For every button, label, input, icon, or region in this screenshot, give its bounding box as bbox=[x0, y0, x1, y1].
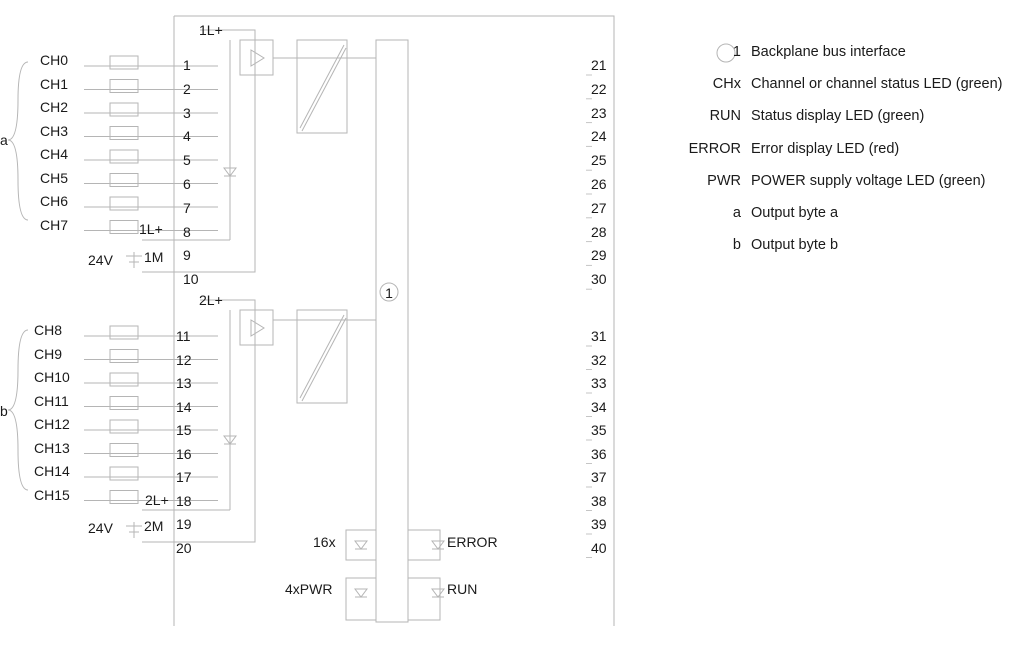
terminal-number: 23 bbox=[591, 104, 607, 121]
voltage-24v-top: 24V bbox=[88, 252, 113, 268]
channel-label: CH14 bbox=[34, 463, 70, 479]
legend-key: CHx bbox=[712, 76, 741, 93]
terminal-number: 16 bbox=[176, 445, 192, 462]
supply-1l-plus-pin8-label: 1L+ bbox=[139, 221, 163, 237]
terminal-number: 25 bbox=[591, 152, 607, 169]
terminal-number: 17 bbox=[176, 469, 192, 485]
terminal-number: 7 bbox=[183, 199, 191, 216]
terminal-number: 34 bbox=[591, 398, 607, 415]
byte-a-label: a bbox=[0, 132, 8, 148]
terminal-number: 39 bbox=[591, 516, 607, 532]
ground-2m-label: 2M bbox=[144, 518, 164, 534]
terminal-number: 4 bbox=[183, 128, 191, 145]
supply-1l-plus-label: 1L+ bbox=[199, 22, 223, 38]
channel-label: CH1 bbox=[40, 75, 69, 92]
led-run-label: RUN bbox=[447, 581, 478, 597]
terminal-number: 12 bbox=[176, 351, 192, 368]
legend-key: ERROR bbox=[688, 140, 741, 157]
terminal-number: 21 bbox=[591, 57, 607, 73]
terminal-number: 6 bbox=[183, 176, 191, 192]
terminal-number: 35 bbox=[591, 422, 607, 438]
legend-key: a bbox=[732, 205, 741, 221]
channel-label: CH8 bbox=[34, 322, 63, 338]
legend-description: Status display LED (green) bbox=[751, 108, 925, 125]
channel-label: CH2 bbox=[40, 99, 69, 115]
terminal-number: 32 bbox=[591, 351, 607, 368]
terminal-number: 22 bbox=[591, 80, 607, 97]
terminal-number: 26 bbox=[591, 176, 607, 192]
backplane-bus-marker: 1 bbox=[385, 285, 393, 301]
terminal-number: 8 bbox=[183, 223, 191, 240]
legend-description: POWER supply voltage LED (green) bbox=[751, 172, 986, 189]
channel-label: CH15 bbox=[34, 486, 70, 503]
legend-description: Error display LED (red) bbox=[751, 140, 900, 157]
channel-label: CH4 bbox=[40, 146, 69, 162]
led-16x-label: 16x bbox=[313, 534, 336, 550]
channel-label: CH12 bbox=[34, 416, 70, 432]
terminal-number: 20 bbox=[176, 539, 192, 556]
terminal-number: 18 bbox=[176, 492, 192, 509]
legend-description: Channel or channel status LED (green) bbox=[751, 76, 1003, 93]
channel-label: CH11 bbox=[34, 392, 69, 409]
terminal-number: 29 bbox=[591, 247, 607, 264]
terminal-number: 9 bbox=[183, 247, 191, 264]
channel-label: CH5 bbox=[40, 169, 69, 186]
supply-2l-plus-pin18-label: 2L+ bbox=[145, 492, 169, 508]
led-4xpwr-label: 4xPWR bbox=[285, 581, 333, 597]
byte-b-label: b bbox=[0, 403, 8, 419]
legend-key: 1 bbox=[732, 44, 741, 60]
terminal-number: 5 bbox=[183, 152, 191, 169]
terminal-number: 1 bbox=[183, 57, 191, 73]
terminal-number: 31 bbox=[591, 328, 607, 344]
terminal-number: 37 bbox=[591, 469, 607, 485]
channel-label: CH3 bbox=[40, 122, 69, 139]
terminal-number: 28 bbox=[591, 223, 607, 240]
terminal-number: 2 bbox=[183, 80, 191, 97]
terminal-number: 38 bbox=[591, 492, 607, 509]
terminal-number: 24 bbox=[591, 128, 607, 145]
terminal-number: 33 bbox=[591, 375, 607, 391]
terminal-number: 11 bbox=[176, 328, 191, 344]
legend-description: Output byte b bbox=[751, 237, 839, 254]
led-error-label: ERROR bbox=[447, 534, 498, 550]
legend-description: Backplane bus interface bbox=[751, 44, 906, 60]
supply-2l-plus-label: 2L+ bbox=[199, 292, 223, 308]
terminal-number: 27 bbox=[591, 199, 607, 216]
terminal-number: 14 bbox=[176, 398, 192, 415]
terminal-number: 13 bbox=[176, 375, 192, 391]
channel-label: CH7 bbox=[40, 216, 69, 233]
legend-key: PWR bbox=[707, 172, 741, 189]
channel-label: CH0 bbox=[40, 52, 69, 68]
legend-key: b bbox=[732, 237, 741, 254]
terminal-number: 40 bbox=[591, 539, 607, 556]
channel-label: CH9 bbox=[34, 345, 63, 362]
terminal-number: 3 bbox=[183, 104, 191, 121]
terminal-number: 36 bbox=[591, 445, 607, 462]
channel-label: CH13 bbox=[34, 439, 70, 456]
terminal-number: 15 bbox=[176, 422, 192, 438]
channel-label: CH10 bbox=[34, 369, 70, 385]
legend-key: RUN bbox=[709, 108, 741, 125]
voltage-24v-bottom: 24V bbox=[88, 520, 113, 536]
legend-description: Output byte a bbox=[751, 205, 839, 221]
ground-1m-label: 1M bbox=[144, 249, 164, 265]
channel-label: CH6 bbox=[40, 193, 69, 209]
terminal-number: 10 bbox=[183, 271, 199, 288]
terminal-number: 19 bbox=[176, 516, 192, 532]
terminal-number: 30 bbox=[591, 271, 607, 288]
